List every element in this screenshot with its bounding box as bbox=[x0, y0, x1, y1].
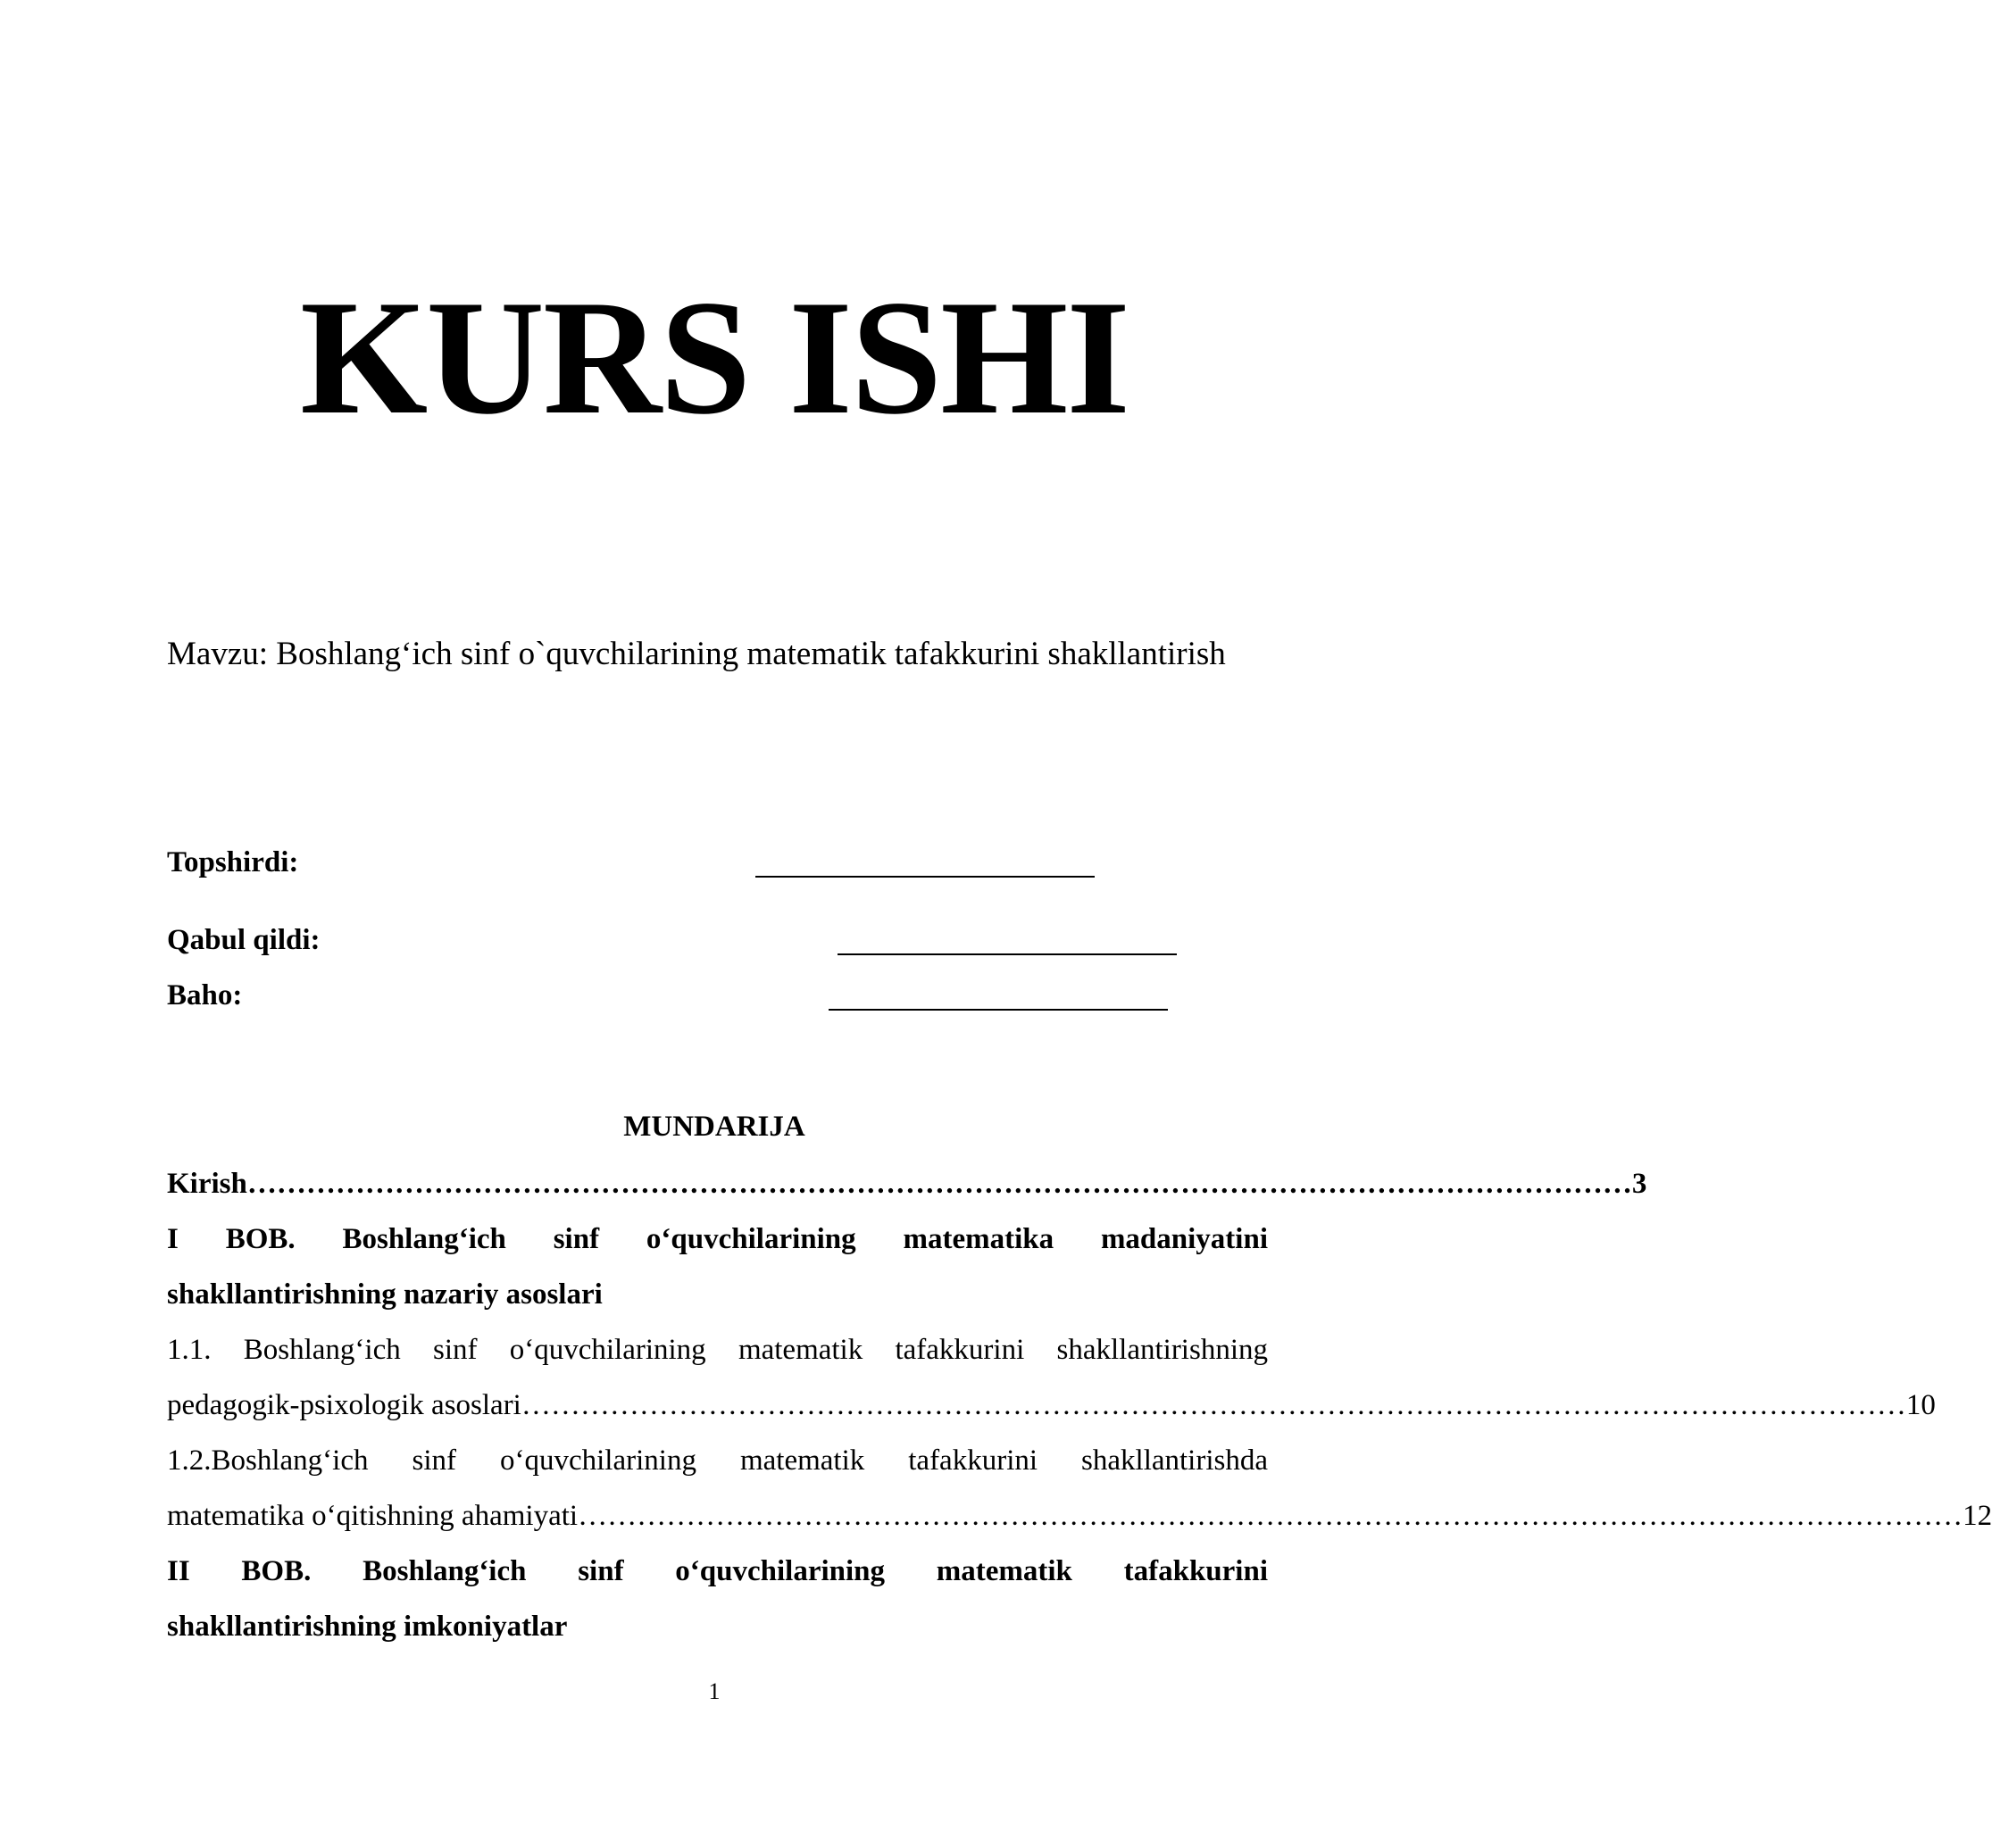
signature-line-topshirdi bbox=[755, 876, 1095, 878]
toc-heading: MUNDARIJA bbox=[623, 1111, 805, 1143]
toc-leader-dots: …………………………………………………………………………………………………………………………… bbox=[578, 1500, 1963, 1532]
toc-leader-dots: …………………………………………………………………………………………………………………………… bbox=[521, 1389, 1906, 1421]
topic-text: Mavzu: Boshlang‘ich sinf o`quvchilarining matematik tafakkurini shakllantirish bbox=[167, 636, 1226, 672]
toc-leader-dots: …………………………………………………………………………………………………………………………… bbox=[246, 1168, 1632, 1200]
table-of-contents bbox=[167, 1156, 1992, 1654]
toc-section-1-1-line-2 bbox=[167, 1378, 1936, 1433]
toc-entry-page: 3 bbox=[1631, 1168, 1647, 1200]
signature-line-baho bbox=[829, 1009, 1168, 1011]
toc-entry-label: Kirish bbox=[167, 1168, 247, 1200]
toc-chapter-1-line-1: I BOB. Boshlang‘ich sinf o‘quvchilarining matematika madaniyatini bbox=[167, 1223, 1268, 1255]
toc-entry-kirish bbox=[167, 1156, 1647, 1211]
toc-chapter-2-line-1: II BOB. Boshlang‘ich sinf o‘quvchilarining matematik tafakkurini bbox=[167, 1555, 1268, 1587]
signature-line-qabul-qildi bbox=[838, 953, 1177, 955]
toc-chapter-2-line-2: shakllantirishning imkoniyatlar bbox=[167, 1611, 568, 1643]
document-title: KURS ISHI bbox=[300, 266, 1129, 448]
page-number: 1 bbox=[708, 1678, 721, 1704]
signature-label-baho: Baho: bbox=[167, 979, 243, 1011]
toc-chapter-1-line-2: shakllantirishning nazariy asoslari bbox=[167, 1278, 603, 1311]
toc-section-1-2-line-2 bbox=[167, 1488, 1992, 1544]
signature-label-topshirdi: Topshirdi: bbox=[167, 846, 299, 878]
toc-section-1-2-line-1: 1.2.Boshlang‘ich sinf o‘quvchilarining matematik tafakkurini shakllantirishda bbox=[167, 1444, 1268, 1477]
toc-entry-page: 10 bbox=[1905, 1389, 1936, 1421]
toc-entry-label: matematika o‘qitishning ahamiyati bbox=[167, 1500, 579, 1532]
toc-entry-label: pedagogik-psixologik asoslari bbox=[167, 1389, 521, 1421]
toc-section-1-1-line-1: 1.1. Boshlang‘ich sinf o‘quvchilarining matematik tafakkurini shakllantirishning bbox=[167, 1334, 1268, 1366]
signature-label-qabul-qildi: Qabul qildi: bbox=[167, 924, 321, 956]
toc-entry-page: 12 bbox=[1963, 1500, 1992, 1532]
